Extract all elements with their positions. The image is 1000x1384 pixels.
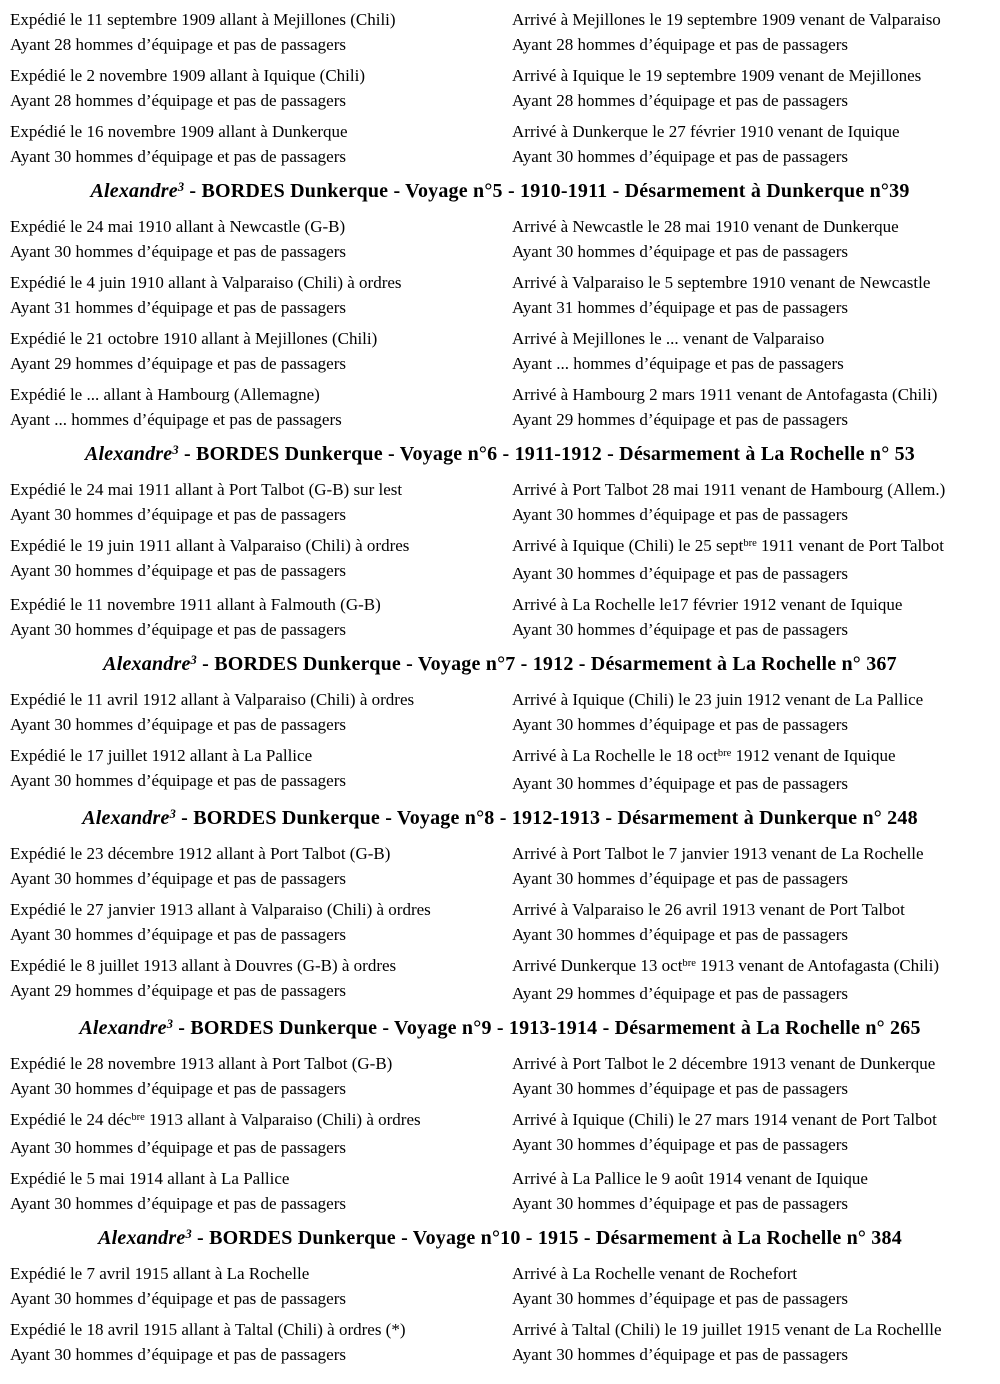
arrival-crew-line: Ayant 30 hommes d’équipage et pas de passagers — [512, 714, 848, 734]
arrival-crew-line: Ayant 30 hommes d’équipage et pas de passagers — [512, 563, 848, 583]
departure-cell — [0, 593, 500, 642]
departure-line: Expédié le ... allant à Hambourg (Allemagne) — [10, 385, 320, 404]
departure-cell — [0, 954, 500, 1006]
departure-crew-line: Ayant 30 hommes d’équipage et pas de passagers — [10, 770, 346, 790]
voyage-header — [0, 1015, 1000, 1043]
arrival-line: Arrivé à Hambourg 2 mars 1911 venant de Antofagasta (Chili) — [512, 385, 938, 404]
voyage-section — [0, 1015, 1000, 1216]
departure-line: Expédié le 28 novembre 1913 allant à Port Talbot (G-B) — [10, 1054, 393, 1073]
departure-cell — [0, 1262, 500, 1311]
superscript: 3 — [169, 807, 176, 822]
arrival-cell — [500, 64, 1000, 113]
departure-line: Expédié le 11 avril 1912 allant à Valparaiso (Chili) à ordres — [10, 690, 415, 709]
voyage-entry-row — [0, 478, 1000, 527]
departure-cell — [0, 271, 500, 320]
voyage-header-text: - BORDES Dunkerque - Voyage n°7 - 1912 - Désarmement à La Rochelle n° 367 — [196, 653, 897, 675]
voyage-section — [0, 178, 1000, 432]
voyage-section — [0, 441, 1000, 642]
departure-line: Expédié le 27 janvier 1913 allant à Valparaiso (Chili) à ordres — [10, 900, 431, 919]
voyage-header — [0, 805, 1000, 833]
voyage-entry-row — [0, 688, 1000, 737]
arrival-crew-line: Ayant 30 hommes d’équipage et pas de passagers — [512, 1344, 848, 1364]
departure-crew-line: Ayant 30 hommes d’équipage et pas de passagers — [10, 1288, 346, 1308]
departure-line: Expédié le 16 novembre 1909 allant à Dunkerque — [10, 122, 348, 141]
voyage-section — [0, 651, 1000, 796]
departure-cell — [0, 898, 500, 947]
departure-line: Expédié le 19 juin 1911 allant à Valparaiso (Chili) à ordres — [10, 536, 410, 555]
arrival-line: Arrivé à Iquique le 19 septembre 1909 venant de Mejillones — [512, 66, 922, 85]
voyage-section — [0, 8, 1000, 169]
arrival-cell — [500, 593, 1000, 642]
arrival-cell — [500, 383, 1000, 432]
departure-crew-line: Ayant 28 hommes d’équipage et pas de passagers — [10, 90, 346, 110]
ship-name: Alexandre$^3$ — [98, 1227, 192, 1249]
arrival-cell — [500, 688, 1000, 737]
departure-cell — [0, 688, 500, 737]
voyage-entry-row — [0, 1262, 1000, 1311]
arrival-line: Arrivé à Mejillones le ... venant de Valparaiso — [512, 329, 825, 348]
voyage-entry-row — [0, 744, 1000, 796]
arrival-line: Arrivé à Iquique (Chili) le 27 mars 1914 venant de Port Talbot — [512, 1110, 937, 1129]
ship-name: Alexandre$^3$ — [85, 443, 179, 465]
arrival-crew-line: Ayant ... hommes d’équipage et pas de passagers — [512, 353, 844, 373]
arrival-cell — [500, 898, 1000, 947]
arrival-cell — [500, 1108, 1000, 1160]
voyage-entry-row — [0, 1318, 1000, 1367]
voyage-entry-row — [0, 8, 1000, 57]
voyage-entry-row — [0, 593, 1000, 642]
arrival-cell — [500, 1052, 1000, 1101]
superscript: 3 — [190, 653, 197, 668]
departure-crew-line: Ayant 30 hommes d’équipage et pas de passagers — [10, 924, 346, 944]
arrival-line: Arrivé à La Rochelle le 18 oct$^{bre}$ 1912 venant de Iquique — [512, 746, 896, 765]
departure-cell — [0, 842, 500, 891]
arrival-cell — [500, 478, 1000, 527]
departure-line: Expédié le 11 novembre 1911 allant à Falmouth (G-B) — [10, 595, 381, 614]
arrival-cell — [500, 1262, 1000, 1311]
arrival-cell — [500, 1167, 1000, 1216]
departure-crew-line: Ayant 30 hommes d’équipage et pas de passagers — [10, 241, 346, 261]
voyage-entry-row — [0, 120, 1000, 169]
ship-name: Alexandre$^3$ — [82, 807, 176, 829]
departure-cell — [0, 744, 500, 796]
arrival-cell — [500, 120, 1000, 169]
voyage-entry-row — [0, 383, 1000, 432]
departure-cell — [0, 1052, 500, 1101]
arrival-cell — [500, 534, 1000, 586]
departure-crew-line: Ayant ... hommes d’équipage et pas de passagers — [10, 409, 342, 429]
arrival-crew-line: Ayant 30 hommes d’équipage et pas de passagers — [512, 1078, 848, 1098]
departure-line: Expédié le 17 juillet 1912 allant à La Pallice — [10, 746, 313, 765]
departure-cell — [0, 215, 500, 264]
superscript: 3 — [185, 1227, 192, 1242]
arrival-line: Arrivé à Port Talbot le 7 janvier 1913 venant de La Rochelle — [512, 844, 924, 863]
voyage-entry-row — [0, 534, 1000, 586]
arrival-crew-line: Ayant 30 hommes d’équipage et pas de passagers — [512, 504, 848, 524]
departure-line: Expédié le 4 juin 1910 allant à Valparaiso (Chili) à ordres — [10, 273, 402, 292]
arrival-cell — [500, 954, 1000, 1006]
arrival-line: Arrivé à Mejillones le 19 septembre 1909 venant de Valparaiso — [512, 10, 941, 29]
arrival-line: Arrivé à Iquique (Chili) le 25 sept$^{bre}$ 1911 venant de Port Talbot — [512, 536, 944, 555]
ship-name: Alexandre$^3$ — [103, 653, 197, 675]
superscript: 3 — [166, 1017, 174, 1032]
departure-cell — [0, 120, 500, 169]
departure-crew-line: Ayant 30 hommes d’équipage et pas de passagers — [10, 146, 346, 166]
arrival-cell — [500, 215, 1000, 264]
departure-line: Expédié le 24 mai 1911 allant à Port Talbot (G-B) sur lest — [10, 480, 403, 499]
voyage-section — [0, 805, 1000, 1006]
arrival-cell — [500, 842, 1000, 891]
arrival-line: Arrivé à Taltal (Chili) le 19 juillet 1915 venant de La Rochellle — [512, 1320, 942, 1339]
arrival-line: Arrivé à La Rochelle venant de Rochefort — [512, 1264, 798, 1283]
departure-crew-line: Ayant 30 hommes d’équipage et pas de passagers — [10, 1193, 346, 1213]
voyage-entry-row — [0, 898, 1000, 947]
voyage-header — [0, 651, 1000, 679]
superscript: bre — [131, 1112, 145, 1124]
arrival-crew-line: Ayant 31 hommes d’équipage et pas de passagers — [512, 297, 848, 317]
arrival-cell — [500, 744, 1000, 796]
departure-crew-line: Ayant 30 hommes d’équipage et pas de passagers — [10, 560, 346, 580]
departure-crew-line: Ayant 28 hommes d’équipage et pas de passagers — [10, 34, 346, 54]
departure-cell — [0, 1108, 500, 1160]
superscript: 3 — [172, 443, 179, 458]
departure-crew-line: Ayant 30 hommes d’équipage et pas de passagers — [10, 1344, 346, 1364]
voyage-entry-row — [0, 327, 1000, 376]
arrival-cell — [500, 271, 1000, 320]
voyage-entry-row — [0, 1052, 1000, 1101]
arrival-line: Arrivé à La Rochelle le17 février 1912 venant de Iquique — [512, 595, 903, 614]
arrival-line: Arrivé à Port Talbot 28 mai 1911 venant de Hambourg (Allem.) — [512, 480, 946, 499]
arrival-crew-line: Ayant 28 hommes d’équipage et pas de passagers — [512, 34, 848, 54]
voyage-header-text: - BORDES Dunkerque - Voyage n°9 - 1913-1914 - Désarmement à La Rochelle n° 265 — [173, 1017, 921, 1039]
departure-cell — [0, 1167, 500, 1216]
ship-name: Alexandre$^3$ — [90, 180, 185, 202]
voyage-entry-row — [0, 954, 1000, 1006]
departure-line: Expédié le 5 mai 1914 allant à La Pallice — [10, 1169, 290, 1188]
voyage-header-text: - BORDES Dunkerque - Voyage n°6 - 1911-1912 - Désarmement à La Rochelle n° 53 — [178, 443, 915, 465]
departure-cell — [0, 64, 500, 113]
departure-cell — [0, 327, 500, 376]
departure-cell — [0, 383, 500, 432]
arrival-crew-line: Ayant 29 hommes d’équipage et pas de passagers — [512, 983, 848, 1003]
departure-crew-line: Ayant 29 hommes d’équipage et pas de passagers — [10, 353, 346, 373]
superscript: 3 — [177, 180, 185, 195]
departure-line: Expédié le 8 juillet 1913 allant à Douvres (G-B) à ordres — [10, 956, 397, 975]
departure-line: Expédié le 24 déc$^{bre}$ 1913 allant à Valparaiso (Chili) à ordres — [10, 1110, 421, 1129]
arrival-line: Arrivé à Port Talbot le 2 décembre 1913 venant de Dunkerque — [512, 1054, 936, 1073]
superscript: bre — [743, 538, 757, 550]
departure-cell — [0, 478, 500, 527]
arrival-crew-line: Ayant 30 hommes d’équipage et pas de passagers — [512, 1134, 848, 1154]
departure-crew-line: Ayant 31 hommes d’équipage et pas de passagers — [10, 297, 346, 317]
departure-cell — [0, 534, 500, 586]
arrival-line: Arrivé à Iquique (Chili) le 23 juin 1912 venant de La Pallice — [512, 690, 924, 709]
voyage-entry-row — [0, 64, 1000, 113]
departure-cell — [0, 8, 500, 57]
arrival-line: Arrivé à Valparaiso le 26 avril 1913 venant de Port Talbot — [512, 900, 905, 919]
departure-line: Expédié le 21 octobre 1910 allant à Mejillones (Chili) — [10, 329, 378, 348]
arrival-crew-line: Ayant 30 hommes d’équipage et pas de passagers — [512, 773, 848, 793]
arrival-line: Arrivé à La Pallice le 9 août 1914 venant de Iquique — [512, 1169, 868, 1188]
departure-crew-line: Ayant 30 hommes d’équipage et pas de passagers — [10, 619, 346, 639]
arrival-line: Arrivé à Valparaiso le 5 septembre 1910 venant de Newcastle — [512, 273, 931, 292]
departure-line: Expédié le 7 avril 1915 allant à La Rochelle — [10, 1264, 310, 1283]
voyage-header-text: - BORDES Dunkerque - Voyage n°10 - 1915 - Désarmement à La Rochelle n° 384 — [191, 1227, 902, 1249]
departure-line: Expédié le 23 décembre 1912 allant à Port Talbot (G-B) — [10, 844, 391, 863]
departure-crew-line: Ayant 30 hommes d’équipage et pas de passagers — [10, 1078, 346, 1098]
departure-crew-line: Ayant 30 hommes d’équipage et pas de passagers — [10, 1137, 346, 1157]
departure-line: Expédié le 2 novembre 1909 allant à Iquique (Chili) — [10, 66, 366, 85]
arrival-cell — [500, 1318, 1000, 1367]
arrival-crew-line: Ayant 30 hommes d’équipage et pas de passagers — [512, 146, 848, 166]
arrival-crew-line: Ayant 28 hommes d’équipage et pas de passagers — [512, 90, 848, 110]
arrival-crew-line: Ayant 30 hommes d’équipage et pas de passagers — [512, 1288, 848, 1308]
arrival-crew-line: Ayant 30 hommes d’équipage et pas de passagers — [512, 868, 848, 888]
arrival-cell — [500, 8, 1000, 57]
arrival-crew-line: Ayant 29 hommes d’équipage et pas de passagers — [512, 409, 848, 429]
arrival-line: Arrivé à Dunkerque le 27 février 1910 venant de Iquique — [512, 122, 900, 141]
departure-line: Expédié le 24 mai 1910 allant à Newcastle (G-B) — [10, 217, 346, 236]
arrival-crew-line: Ayant 30 hommes d’équipage et pas de passagers — [512, 241, 848, 261]
voyage-header-text: - BORDES Dunkerque - Voyage n°5 - 1910-1911 - Désarmement à Dunkerque n°39 — [184, 180, 910, 202]
departure-line: Expédié le 18 avril 1915 allant à Taltal (Chili) à ordres (*) — [10, 1320, 406, 1339]
departure-crew-line: Ayant 30 hommes d’équipage et pas de passagers — [10, 504, 346, 524]
arrival-line: Arrivé Dunkerque 13 oct$^{bre}$ 1913 venant de Antofagasta (Chili) — [512, 956, 940, 975]
voyage-header — [0, 1225, 1000, 1253]
voyage-entry-row — [0, 215, 1000, 264]
departure-line: Expédié le 11 septembre 1909 allant à Mejillones (Chili) — [10, 10, 396, 29]
voyage-entry-row — [0, 271, 1000, 320]
arrival-crew-line: Ayant 30 hommes d’équipage et pas de passagers — [512, 619, 848, 639]
superscript: bre — [717, 748, 732, 760]
voyage-header-text: - BORDES Dunkerque - Voyage n°8 - 1912-1913 - Désarmement à Dunkerque n° 248 — [175, 807, 918, 829]
arrival-cell — [500, 327, 1000, 376]
voyage-section — [0, 1225, 1000, 1367]
voyage-entry-row — [0, 1167, 1000, 1216]
departure-crew-line: Ayant 30 hommes d’équipage et pas de passagers — [10, 868, 346, 888]
voyage-header — [0, 178, 1000, 206]
arrival-line: Arrivé à Newcastle le 28 mai 1910 venant de Dunkerque — [512, 217, 899, 236]
departure-cell — [0, 1318, 500, 1367]
voyage-entry-row — [0, 842, 1000, 891]
departure-crew-line: Ayant 30 hommes d’équipage et pas de passagers — [10, 714, 346, 734]
voyage-entry-row — [0, 1108, 1000, 1160]
arrival-crew-line: Ayant 30 hommes d’équipage et pas de passagers — [512, 1193, 848, 1213]
voyage-header — [0, 441, 1000, 469]
ship-name: Alexandre$^3$ — [79, 1017, 174, 1039]
superscript: bre — [682, 958, 696, 970]
arrival-crew-line: Ayant 30 hommes d’équipage et pas de passagers — [512, 924, 848, 944]
departure-crew-line: Ayant 29 hommes d’équipage et pas de passagers — [10, 980, 346, 1000]
